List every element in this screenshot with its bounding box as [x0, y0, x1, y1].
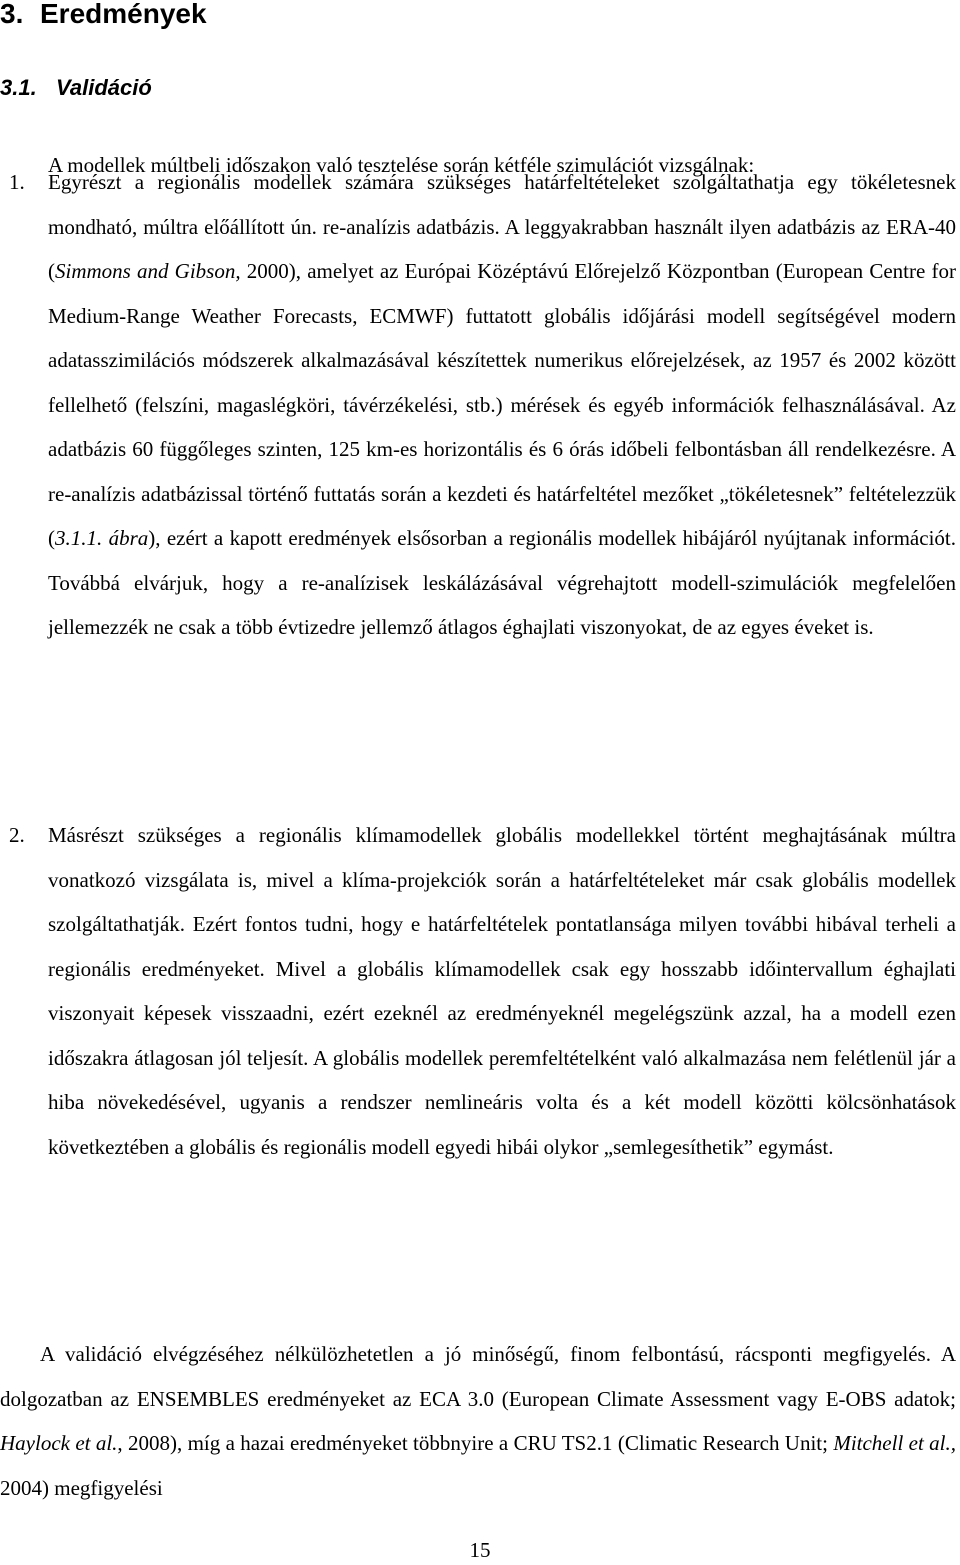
list-item-text: ), ezért a kapott eredmények elsősorban a regionális modellek hibájáról nyújtanak információt. Továbbá elvárjuk, hogy a re-analízisek leskálázásával végrehajtott modell-szimulációk megfelelően jellemezzék ne csak a több évtizedre jellemző átlagos éghajlati viszonyokat, de az egyes éveket is.: [48, 526, 956, 639]
chapter-number: 3.: [0, 0, 24, 29]
paragraph-text: , 2008), míg a hazai eredményeket többnyire a CRU TS2.1 (Climatic Research Unit;: [117, 1431, 834, 1455]
numbered-list-first: [0, 160, 956, 650]
citation: Mitchell et al.,: [833, 1431, 956, 1455]
figure-reference: 3.1.1. ábra: [55, 526, 149, 550]
chapter-title: Eredmények: [40, 0, 207, 29]
list-item-text: Másrészt szükséges a regionális klímamodellek globális modellekkel történt meghajtásának múltra vonatkozó vizsgálata is, mivel a klíma-projekciók során a határfeltételeket már csak globális modellek szolgáltathatják. Ezért fontos tudni, hogy e határfeltételek pontatlansága milyen további hibával terheli a regionális eredményeket. Mivel a globális klímamodellek csak egy hosszabb időintervallum éghajlati viszonyait képesek visszaadni, ezért ezeknél az eredményeknél megelégszünk azzal, ha a modell ezen időszakra átlagosan jól teljesít. A globális modellek peremfeltételként való alkalmazása nem felétlenül jár a hiba növekedésével, ugyanis a rendszer nemlineáris volta és a két modell közötti kölcsönhatások következtében a globális és regionális modell egyedi hibái olykor „semlegesíthetik” egymást.: [48, 823, 956, 1159]
section-number: 3.1.: [0, 75, 37, 100]
list-marker: 2.: [9, 823, 25, 847]
list-marker: 1.: [9, 170, 25, 194]
citation: Simmons and Gibson,: [55, 259, 241, 283]
list-item-text: 2000), amelyet az Európai Középtávú Előrejelző Központban (European Centre for Medium-Range Weather Forecasts, ECMWF) futtatott globális időjárási modell segítségével modern adatasszimilációs módszerek alkalmazásával készítettek numerikus előrejelzések, az 1957 és 2002 között fellelhető (felszíni, magaslégköri, távérzékelési, stb.) mérések és egyéb információk felhasználásával. Az adatbázis 60 függőleges szinten, 125 km-es horizontális és 6 órás időbeli felbontásban áll rendelkezésre. A re-analízis adatbázissal történő futtatás során a kezdeti és határfeltétel mezőket „tökéletesnek” feltételezzük (: [48, 259, 956, 550]
chapter-heading: [0, 0, 207, 34]
list-item: [0, 813, 956, 1169]
body-paragraph: [0, 1332, 956, 1510]
paragraph-text: 2004) megfigyelési: [0, 1475, 163, 1500]
paragraph-text: A validáció elvégzéséhez nélkülözhetetlen a jó minőségű, finom felbontású, rácsponti megfigyelés. A dolgozatban az ENSEMBLES eredményeket az ECA 3.0 (European Climate Assessment vagy E-OBS adatok;: [0, 1342, 956, 1411]
intro-paragraph: A modellek múltbeli időszakon való tesztelése során kétféle szimulációt vizsgálnak:: [48, 153, 755, 177]
section-heading: [0, 72, 152, 104]
page-number: 15: [469, 1538, 491, 1562]
list-item-text: Egyrészt a regionális modellek számára szükséges határfeltételeket szolgáltathatja egy tökéletesnek mondható, múltra előállított ún. re-analízis adatbázis. A leggyakrabban használt ilyen adatbázis az ERA-40 (: [48, 170, 956, 283]
section-title: Validáció: [56, 75, 152, 100]
citation: Haylock et al.: [0, 1431, 118, 1455]
numbered-list-second: [0, 813, 956, 1169]
list-item: [0, 160, 956, 650]
